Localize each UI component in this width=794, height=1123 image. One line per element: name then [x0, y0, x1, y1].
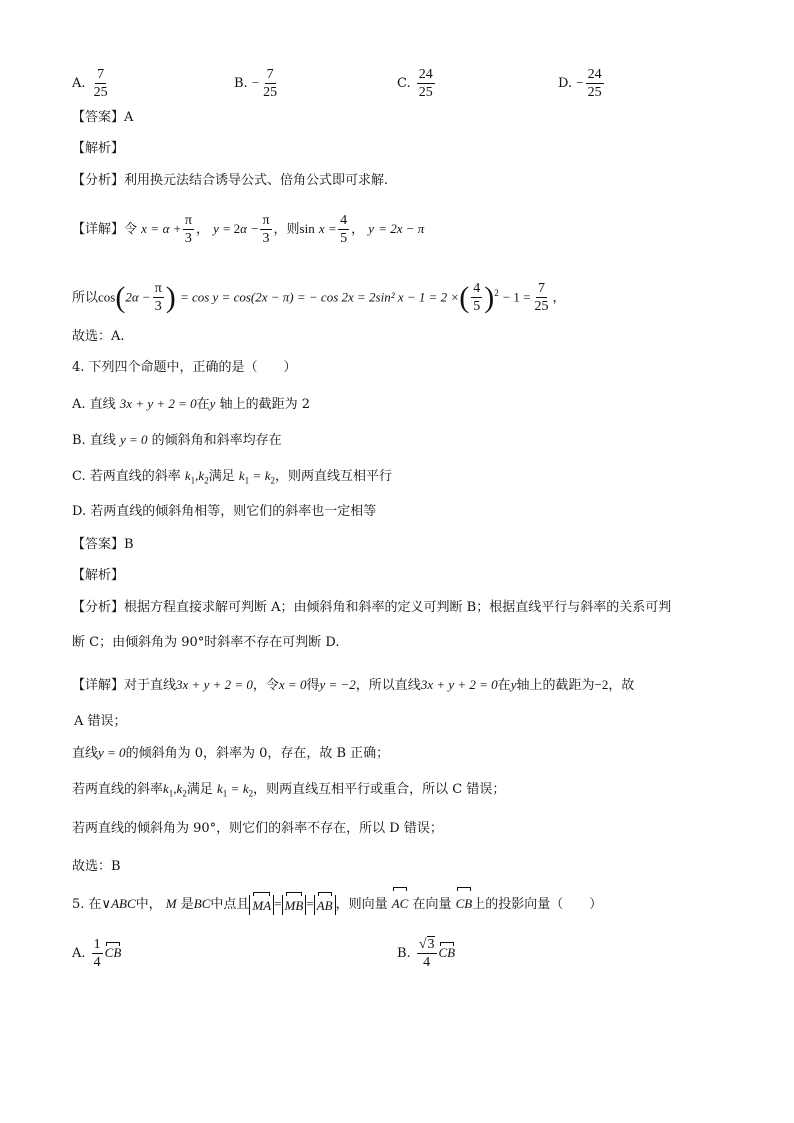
- fraction: [417, 66, 435, 101]
- expr: y = −2: [319, 677, 356, 692]
- denominator: 3: [262, 231, 270, 246]
- q3-option-c: [397, 66, 437, 101]
- right-paren: ): [165, 280, 176, 314]
- expr: = 2: [223, 221, 241, 236]
- var-k: k: [216, 781, 223, 796]
- denominator: 25: [418, 85, 433, 100]
- text: ，则: [273, 222, 300, 237]
- text: ，则向量: [335, 897, 388, 912]
- text: 的倾斜角和斜率均存在: [151, 433, 282, 448]
- numerator: π: [184, 213, 192, 228]
- sign: −: [576, 75, 584, 90]
- equals: =: [274, 896, 282, 911]
- var-y: y: [209, 396, 216, 411]
- abs-ma: [249, 895, 274, 915]
- q3-detail: [72, 212, 424, 247]
- expr: = 2x − π: [378, 221, 425, 236]
- q4-stem: 4. 下列四个命题中，正确的是（ ）: [72, 360, 297, 375]
- var-y: y: [213, 221, 219, 236]
- text: 在: [196, 397, 210, 412]
- expr: − 1 =: [502, 289, 531, 305]
- equals: =: [253, 468, 261, 483]
- detail-tag: 【详解】: [72, 678, 125, 693]
- equals: =: [306, 896, 314, 911]
- denominator: 4: [423, 955, 431, 970]
- q4-jiexi: 【解析】: [72, 568, 125, 583]
- var-y: y: [510, 677, 517, 692]
- subscript: 2: [204, 475, 209, 486]
- var-alpha: α: [240, 221, 247, 236]
- abs-mb: [282, 895, 307, 915]
- numerator: 4: [473, 281, 481, 297]
- subscript: 1: [222, 788, 228, 799]
- comma: ，: [351, 222, 365, 237]
- text: 中点且: [210, 897, 250, 912]
- fraction-pi-3: [260, 212, 271, 247]
- text: 轴上的截距为: [516, 678, 595, 693]
- option-label: B.: [397, 946, 411, 961]
- answer-tag: 【答案】: [72, 110, 125, 125]
- numerator: 7: [266, 67, 274, 82]
- q4-analysis-1: [72, 599, 671, 617]
- vector-cb: CB: [438, 945, 456, 960]
- text: ，故: [608, 678, 635, 693]
- var-k: k: [242, 781, 249, 796]
- numerator: 4: [340, 213, 348, 228]
- minus: −: [251, 221, 259, 236]
- q4-option-d: D. 若两直线的倾斜角相等，则它们的斜率也一定相等: [72, 504, 377, 519]
- expr: = cos y = cos(2x − π) = − cos 2x = 2sin² x − 1 = 2 ×: [179, 289, 460, 305]
- equals: =: [151, 221, 159, 236]
- text: 所以: [72, 290, 99, 306]
- abs-ab: [314, 895, 336, 915]
- q4-line-c: [72, 780, 505, 803]
- answer-tag: 【答案】: [72, 537, 125, 552]
- text: B. 直线: [72, 433, 116, 448]
- vector-ab: AB: [317, 895, 333, 917]
- sin: sin: [299, 221, 315, 236]
- q3-so-line: [72, 273, 566, 318]
- q5-stem: [72, 890, 602, 919]
- fraction-pi-3: [183, 212, 194, 247]
- answer-value: A: [124, 110, 134, 125]
- text: 在向量: [412, 897, 452, 912]
- fraction: [417, 936, 437, 971]
- text: C. 若两直线的斜率: [72, 469, 181, 484]
- comma: ，: [195, 222, 209, 237]
- var-x: x: [318, 221, 325, 236]
- subscript: 2: [182, 788, 187, 799]
- denominator: 25: [263, 85, 278, 100]
- denominator: 3: [154, 299, 162, 315]
- var-k: k: [176, 781, 183, 796]
- detail-tag: 【详解】: [72, 222, 125, 237]
- text: 满足: [208, 469, 235, 484]
- numerator: 1: [93, 937, 101, 952]
- q3-analysis: [72, 172, 388, 190]
- denominator: 5: [340, 231, 348, 246]
- q5-option-b: [397, 936, 455, 971]
- q3-choose: 故选：A.: [72, 329, 125, 344]
- text: 5. 在: [72, 897, 102, 912]
- q3-option-b: [234, 66, 281, 101]
- expr: 3x + y + 2 = 0: [119, 396, 197, 411]
- option-label: A.: [72, 76, 86, 91]
- analysis-tag: 【分析】: [72, 600, 125, 615]
- option-label: A.: [72, 946, 86, 961]
- var-k: k: [264, 468, 271, 483]
- analysis-text: 利用换元法结合诱导公式、倍角公式即可求解.: [124, 173, 389, 188]
- subscript: 1: [244, 475, 250, 486]
- expr: 3x + y + 2 = 0: [176, 677, 253, 692]
- q4-detail: [72, 676, 634, 695]
- text: 轴上的截距为 2: [219, 397, 310, 412]
- q3-option-d: [558, 66, 606, 101]
- var-x: x: [141, 221, 147, 236]
- subscript: 2: [270, 475, 276, 486]
- plus: +: [173, 221, 181, 236]
- q4-option-c: [72, 467, 392, 490]
- cos: cos: [98, 289, 116, 305]
- analysis-tag: 【分析】: [72, 173, 125, 188]
- numerator: 7: [97, 67, 105, 82]
- denominator: 25: [534, 299, 549, 315]
- expr: 3x + y + 2 = 0: [420, 677, 498, 692]
- vector-mb: MB: [285, 895, 304, 917]
- denominator: 4: [93, 955, 101, 970]
- expr: x = 0: [278, 677, 307, 692]
- left-paren: (: [115, 280, 126, 314]
- expr: 2α −: [125, 289, 151, 305]
- comma: ,: [195, 468, 199, 483]
- var-k: k: [184, 468, 191, 483]
- vector-ac: AC: [392, 890, 409, 918]
- var-alpha: α: [162, 221, 170, 236]
- q5-option-a: [72, 936, 121, 971]
- fraction-7-25: [533, 280, 551, 315]
- expr: y = 0: [119, 432, 148, 447]
- sign: −: [251, 75, 260, 90]
- option-label: C.: [397, 76, 411, 91]
- radicand: 3: [427, 937, 435, 952]
- option-label: B.: [234, 76, 248, 91]
- comma: ,: [173, 781, 177, 796]
- expr: −2: [594, 677, 609, 692]
- q4-answer: [72, 536, 134, 554]
- vector-cb: CB: [456, 890, 473, 918]
- option-label: D.: [558, 76, 573, 91]
- expr: y = 0: [98, 745, 126, 760]
- q3-option-a: [72, 66, 112, 101]
- fraction: [92, 66, 110, 101]
- right-paren: ): [484, 280, 495, 314]
- expr: BC: [193, 896, 211, 911]
- var-k: k: [198, 468, 205, 483]
- left-paren: (: [459, 280, 470, 314]
- text: 满足: [186, 782, 213, 797]
- text: 对于直线: [124, 678, 177, 693]
- q4-option-a: [72, 395, 310, 414]
- equals: =: [231, 781, 239, 796]
- vector-cb: CB: [104, 945, 122, 960]
- fraction-4-5: [338, 212, 349, 247]
- triangle-symbol: ∨: [101, 896, 112, 911]
- text: 直线: [72, 746, 99, 761]
- denominator: 25: [93, 85, 108, 100]
- text: ，则两直线互相平行或重合，所以 C 错误；: [253, 782, 506, 797]
- q4-detail-end: A 错误；: [74, 714, 127, 729]
- fraction-pi-3: [153, 280, 164, 315]
- text: ，则两直线互相平行: [275, 469, 393, 484]
- sqrt-symbol: √: [418, 937, 427, 952]
- q4-analysis-2: 断 C；由倾斜角为 90°时斜率不存在可判断 D.: [72, 635, 340, 650]
- fraction-4-5: [471, 280, 482, 315]
- denominator: 3: [184, 231, 192, 246]
- var-k: k: [163, 781, 169, 796]
- fraction: [92, 936, 103, 971]
- fraction: [586, 66, 604, 101]
- denominator: 25: [587, 85, 602, 100]
- analysis-text: 根据方程直接求解可判断 A；由倾斜角和斜率的定义可判断 B；根据直线平行与斜率的关系可判: [124, 600, 672, 615]
- text: A. 直线: [72, 397, 116, 412]
- numerator: π: [154, 281, 162, 297]
- vector-ma: MA: [252, 895, 271, 917]
- text: 令: [124, 222, 138, 237]
- text: 是: [180, 897, 194, 912]
- text: 的倾斜角为 0，斜率为 0，存在，故 B 正确；: [125, 746, 390, 761]
- q4-line-b: [72, 744, 389, 763]
- exponent: 2: [494, 288, 499, 298]
- text: 得: [306, 678, 320, 693]
- text: ，所以直线: [355, 678, 421, 693]
- fraction: [261, 66, 279, 101]
- numerator: 7: [538, 281, 546, 297]
- var-y: y: [368, 221, 375, 236]
- denominator: 5: [473, 299, 481, 315]
- equals: =: [328, 221, 337, 236]
- text: 上的投影向量（ ）: [472, 897, 603, 912]
- expr: ABC: [111, 896, 136, 911]
- answer-value: B: [124, 537, 134, 552]
- q4-line-d: 若两直线的倾斜角为 90°，则它们的斜率不存在，所以 D 错误；: [72, 821, 443, 836]
- var-m: M: [165, 896, 177, 911]
- q4-choose: 故选：B: [72, 859, 121, 874]
- numerator: 24: [418, 67, 433, 82]
- subscript: 2: [248, 788, 254, 799]
- numerator: π: [262, 213, 270, 228]
- subscript: 1: [168, 788, 174, 799]
- numerator: [417, 936, 437, 954]
- q3-jiexi: 【解析】: [72, 141, 125, 156]
- text: 在: [497, 678, 511, 693]
- comma: ，: [552, 290, 566, 306]
- numerator: 24: [587, 67, 602, 82]
- subscript: 1: [190, 475, 196, 486]
- q4-option-b: [72, 431, 282, 450]
- text: 中，: [135, 897, 162, 912]
- var-k: k: [238, 468, 245, 483]
- q3-answer: [72, 109, 133, 127]
- text: ，令: [252, 678, 279, 693]
- text: 若两直线的斜率: [72, 782, 164, 797]
